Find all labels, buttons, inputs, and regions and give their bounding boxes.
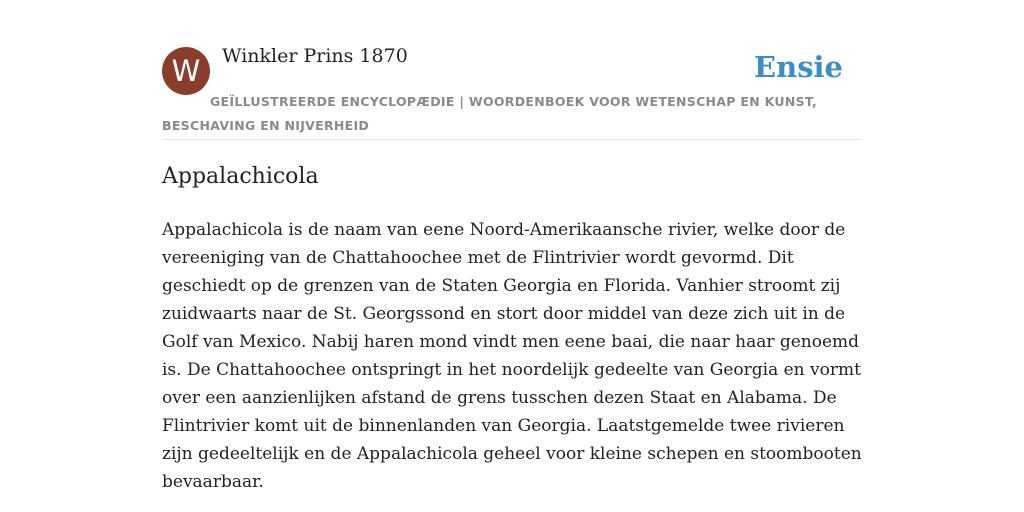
header-divider (162, 139, 862, 140)
entry-body: Appalachicola is de naam van eene Noord-Amerikaansche rivier, welke door de vereeniging van de Chattahoochee met de Flintrivier wordt gevormd. Dit geschiedt op de grenzen van de Staten Georgia en Florida. Vanhier stroomt zij zuidwaarts naar de St. Georgssond en stort door middel van deze zich uit in de Golf van Mexico. Nabij haren mond vindt men eene baai, die naar haar genoemd is. De Chattahoochee ontspringt in het noordelijk gedeelte van Georgia en vormt over een aanzienlijken afstand de grens tusschen dezen Staat en Alabama. De Flintrivier komt uit de binnenlanden van Georgia. Laatstgemelde twee rivieren zijn gedeeltelijk en de Appalachicola geheel voor kleine schepen en stoombooten bevaarbaar. (162, 220, 862, 492)
entry-card (162, 0, 862, 512)
source-subtitle: GEÏLLUSTREERDE ENCYCLOPÆDIE | WOORDENBOEK VOOR WETENSCHAP EN KUNST, BESCHAVING EN NIJVERHEID (162, 94, 818, 133)
ensie-logo-link[interactable]: Ensie (754, 50, 843, 84)
source-title[interactable]: Winkler Prins 1870 (222, 45, 408, 67)
entry-title: Appalachicola (162, 164, 319, 189)
source-avatar: W (162, 47, 210, 95)
